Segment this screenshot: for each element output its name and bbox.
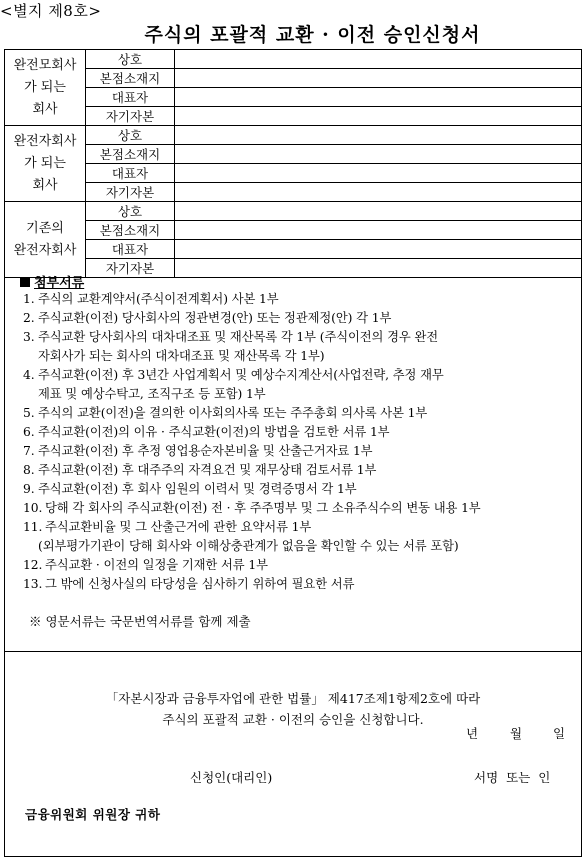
attachment-item bbox=[23, 518, 579, 537]
attachment-text: 주식교환(이전) 후 3년간 사업계획서 및 예상수지계산서(사업전략, 추정 재무 bbox=[38, 368, 444, 382]
applicant-label: 신청인(대리인) bbox=[190, 770, 273, 785]
field-value-input[interactable] bbox=[175, 240, 582, 259]
field-value-input[interactable] bbox=[175, 107, 582, 126]
company-group-label bbox=[5, 126, 86, 202]
attachment-number: 2. bbox=[23, 311, 35, 325]
attachment-text: 주식교환(이전) 후 대주주의 자격요건 및 재무상태 검토서류 1부 bbox=[38, 463, 377, 477]
company-info-table bbox=[4, 49, 582, 278]
attachment-number: 5. bbox=[23, 406, 35, 420]
company-group-line: 완전자회사 bbox=[13, 133, 77, 149]
field-label: 대표자 bbox=[86, 240, 175, 259]
attachment-text: 주식의 교환계약서(주식이전계획서) 사본 1부 bbox=[38, 292, 279, 306]
attachment-text: 주식의 교환(이전)을 결의한 이사회의사록 또는 주주총회 의사록 사본 1부 bbox=[38, 406, 428, 420]
square-bullet-icon bbox=[20, 277, 30, 287]
attachment-number bbox=[23, 347, 38, 366]
date-day-label: 일 bbox=[553, 726, 566, 741]
attachment-text: 주식교환(이전)의 이유 · 주식교환(이전)의 방법을 검토한 서류 1부 bbox=[38, 425, 390, 439]
attachment-text: 자회사가 되는 회사의 대차대조표 및 재산목록 각 1부) bbox=[38, 349, 325, 363]
attachments-section bbox=[4, 270, 582, 652]
attachment-number: 4. bbox=[23, 368, 35, 382]
field-value-input[interactable] bbox=[175, 88, 582, 107]
attachment-item bbox=[23, 366, 579, 385]
attachment-number bbox=[23, 537, 38, 556]
attachment-text: 주식교환(이전) 후 회사 임원의 이력서 및 경력증명서 각 1부 bbox=[38, 482, 357, 496]
attachment-item bbox=[23, 537, 579, 556]
attachment-item bbox=[23, 556, 579, 575]
info-row bbox=[5, 69, 582, 88]
attachment-number: 1. bbox=[23, 292, 35, 306]
translation-note: ※ 영문서류는 국문번역서류를 함께 제출 bbox=[29, 614, 251, 629]
attachment-item bbox=[23, 328, 579, 347]
attachment-text: 주식교환(이전) 후 추정 영업용순자본비율 및 산출근거자료 1부 bbox=[38, 444, 373, 458]
field-value-input[interactable] bbox=[175, 50, 582, 69]
declaration bbox=[4, 688, 582, 730]
attachment-item bbox=[23, 385, 579, 404]
attachment-text: 그 밖에 신청사실의 타당성을 심사하기 위하여 필요한 서류 bbox=[45, 577, 355, 591]
attachment-number: 13. bbox=[23, 577, 43, 591]
field-label: 자기자본 bbox=[86, 183, 175, 202]
attachment-number bbox=[23, 385, 38, 404]
field-value-input[interactable] bbox=[175, 183, 582, 202]
info-row bbox=[5, 145, 582, 164]
field-value-input[interactable] bbox=[175, 202, 582, 221]
info-row bbox=[5, 221, 582, 240]
company-group-line: 완전모회사 bbox=[13, 57, 77, 73]
company-group-line: 가 되는 bbox=[24, 155, 66, 171]
field-value-input[interactable] bbox=[175, 221, 582, 240]
company-group-line: 회사 bbox=[32, 101, 58, 117]
declaration-line: 「자본시장과 금융투자업에 관한 법률」 제417조제1항제2호에 따라 bbox=[105, 691, 481, 706]
info-row bbox=[5, 164, 582, 183]
company-group-line: 완전자회사 bbox=[13, 242, 77, 258]
field-label: 대표자 bbox=[86, 88, 175, 107]
field-label: 본점소재지 bbox=[86, 221, 175, 240]
signature-label: 서명 또는 인 bbox=[474, 770, 551, 785]
info-row bbox=[5, 88, 582, 107]
attachment-number: 11. bbox=[23, 520, 43, 534]
addressee: 금융위원회 위원장 귀하 bbox=[25, 807, 161, 822]
declaration-line: 주식의 포괄적 교환 · 이전의 승인을 신청합니다. bbox=[162, 712, 424, 727]
attachment-item bbox=[23, 309, 579, 328]
field-value-input[interactable] bbox=[175, 69, 582, 88]
field-label: 상호 bbox=[86, 202, 175, 221]
company-group-line: 회사 bbox=[32, 177, 58, 193]
company-group-label bbox=[5, 50, 86, 126]
attachment-text: 당해 각 회사의 주식교환(이전) 전 · 후 주주명부 및 그 소유주식수의 변동 내용 1부 bbox=[45, 501, 481, 515]
attachment-text: (외부평가기관이 당해 회사와 이해상충관계가 없음을 확인할 수 있는 서류 포함) bbox=[38, 539, 459, 553]
attachment-text: 주식교환비율 및 그 산출근거에 관한 요약서류 1부 bbox=[45, 520, 312, 534]
field-label: 대표자 bbox=[86, 164, 175, 183]
attachment-number: 12. bbox=[23, 558, 43, 572]
attachments-title: 첨부서류 bbox=[34, 276, 85, 291]
form-number: <별지 제8호> bbox=[0, 2, 102, 20]
date-month-label: 월 bbox=[510, 726, 523, 741]
attachment-item bbox=[23, 499, 579, 518]
attachment-number: 6. bbox=[23, 425, 35, 439]
attachment-item bbox=[23, 423, 579, 442]
date-year-label: 년 bbox=[466, 726, 479, 741]
attachment-item bbox=[23, 290, 579, 309]
attachment-text: 주식교환(이전) 당사회사의 정관변경(안) 또는 정관제정(안) 각 1부 bbox=[38, 311, 392, 325]
attachment-number: 9. bbox=[23, 482, 35, 496]
company-group-line: 가 되는 bbox=[24, 79, 66, 95]
field-label: 자기자본 bbox=[86, 107, 175, 126]
company-group-label bbox=[5, 202, 86, 278]
attachment-item bbox=[23, 480, 579, 499]
info-row bbox=[5, 50, 582, 69]
field-label: 본점소재지 bbox=[86, 69, 175, 88]
attachment-item bbox=[23, 442, 579, 461]
company-group-line: 기존의 bbox=[26, 220, 64, 236]
attachment-text: 제표 및 예상수탁고, 조직구조 등 포함) 1부 bbox=[38, 387, 266, 401]
field-value-input[interactable] bbox=[175, 126, 582, 145]
field-label: 본점소재지 bbox=[86, 145, 175, 164]
form-title: 주식의 포괄적 교환 · 이전 승인신청서 bbox=[144, 24, 481, 46]
field-label: 상호 bbox=[86, 126, 175, 145]
attachments-heading bbox=[20, 272, 84, 291]
attachment-item bbox=[23, 404, 579, 423]
field-value-input[interactable] bbox=[175, 145, 582, 164]
attachments-list bbox=[23, 290, 579, 594]
attachment-text: 주식교환 · 이전의 일정을 기재한 서류 1부 bbox=[45, 558, 268, 572]
attachment-number: 7. bbox=[23, 444, 35, 458]
info-row bbox=[5, 126, 582, 145]
attachment-number: 3. bbox=[23, 330, 35, 344]
field-label: 자기자본 bbox=[86, 259, 175, 278]
attachment-number: 10. bbox=[23, 501, 43, 515]
attachment-item bbox=[23, 575, 579, 594]
attachment-item bbox=[23, 461, 579, 480]
attachment-item bbox=[23, 347, 579, 366]
info-row bbox=[5, 183, 582, 202]
field-label: 상호 bbox=[86, 50, 175, 69]
field-value-input[interactable] bbox=[175, 164, 582, 183]
attachment-number: 8. bbox=[23, 463, 35, 477]
info-row bbox=[5, 107, 582, 126]
info-row bbox=[5, 202, 582, 221]
attachment-text: 주식교환 당사회사의 대차대조표 및 재산목록 각 1부 (주식이전의 경우 완전 bbox=[38, 330, 439, 344]
info-row bbox=[5, 240, 582, 259]
